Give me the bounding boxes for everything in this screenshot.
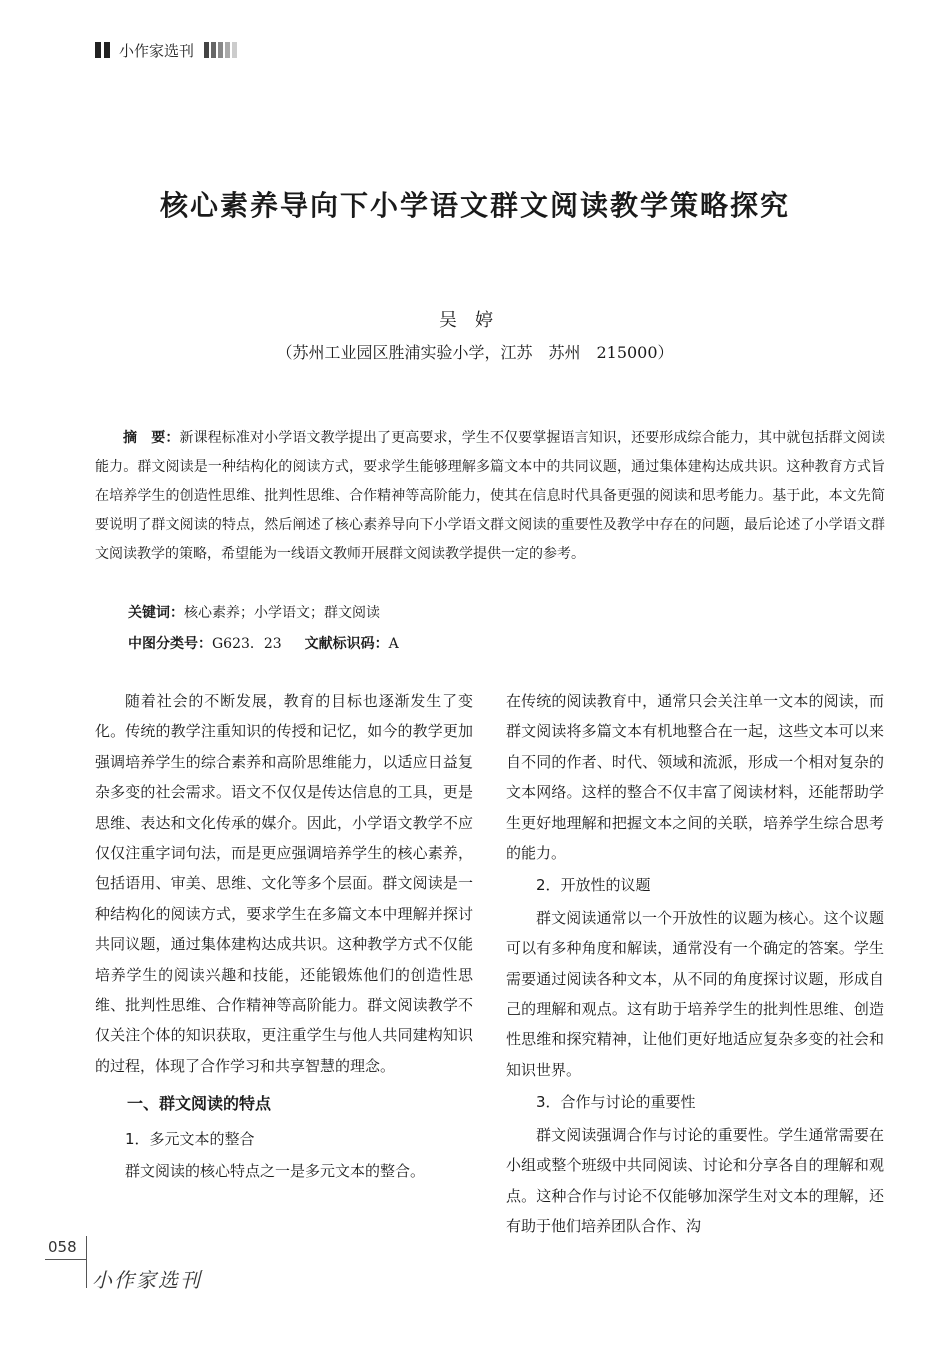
- abstract-label: 摘 要：: [123, 430, 180, 446]
- subsection-2-paragraph: 群文阅读通常以一个开放性的议题为核心。这个议题可以有多种角度和解读，通常没有一个确定的答案。学生需要通过阅读各种文本，从不同的角度探讨议题，形成自己的理解和观点。这有助于培养学生的批判性思维、创造性思维和探究精神，让他们更好地适应复杂多变的社会和知识世界。: [506, 908, 884, 1079]
- doc-code: A: [388, 636, 399, 652]
- section-heading-1: 一、群文阅读的特点: [127, 1094, 272, 1114]
- clc-label: 中图分类号：: [128, 636, 212, 652]
- keywords-label: 关键词：: [128, 605, 184, 621]
- subsection-3-paragraph: 群文阅读强调合作与讨论的重要性。学生通常需要在小组或整个班级中共同阅读、讨论和分享各自的理解和观点。这种合作与讨论不仅能够加深学生对文本的理解，还有助于他们培养团队合作、沟: [506, 1125, 884, 1235]
- subsection-heading-1: 1．多元文本的整合: [125, 1129, 255, 1148]
- author-affiliation: （苏州工业园区胜浦实验小学，江苏 苏州 215000）: [276, 343, 674, 362]
- footer-rule-vertical: [86, 1236, 87, 1288]
- footer-rule-horizontal: [45, 1259, 87, 1260]
- journal-name: 小作家选刊: [119, 41, 195, 60]
- doc-code-label: 文献标识码：: [304, 636, 389, 652]
- header-bars-left: [95, 42, 113, 58]
- intro-paragraph: 随着社会的不断发展，教育的目标也逐渐发生了变化。传统的教学注重知识的传授和记忆，如今的教学更加强调培养学生的综合素养和高阶思维能力，以适应日益复杂多变的社会需求。语文不仅仅是传达信息的工具，更是思维、表达和文化传承的媒介。因此，小学语文教学不应仅仅注重字词句法，而是更应强调培养学生的核心素养，包括语用、审美、思维、文化等多个层面。群文阅读是一种结构化的阅读方式，要求学生在多篇文本中理解并探讨共同议题，通过集体建构达成共识。这种教学方式不仅能培养学生的阅读兴趣和技能，还能锻炼他们的创造性思维、批判性思维、合作精神等高阶能力。群文阅读教学不仅关注个体的知识获取，更注重学生与他人共同建构知识的过程，体现了合作学习和共享智慧的理念。: [95, 692, 473, 1075]
- header-bars-right: [204, 42, 239, 58]
- footer-logo: 小作家选刊: [92, 1268, 202, 1292]
- abstract-text: 新课程标准对小学语文教学提出了更高要求，学生不仅要掌握语言知识，还要形成综合能力，其中就包括群文阅读能力。群文阅读是一种结构化的阅读方式，要求学生能够理解多篇文本中的共同议题，通过集体建构达成共识。这种教育方式旨在培养学生的创造性思维、批判性思维、合作精神等高阶能力，使其在信息时代具备更强的阅读和思考能力。基于此，本文先简要说明了群文阅读的特点，然后阐述了核心素养导向下小学语文群文阅读的重要性及教学中存在的问题，最后论述了小学语文群文阅读教学的策略，希望能为一线语文教师开展群文阅读教学提供一定的参考。: [95, 430, 885, 562]
- abstract: [95, 424, 885, 569]
- author-name: 吴婷: [439, 310, 511, 331]
- paper-title: 核心素养导向下小学语文群文阅读教学策略探究: [159, 189, 790, 222]
- classification-line: [128, 633, 399, 653]
- subsection-heading-3: 3．合作与讨论的重要性: [536, 1093, 696, 1112]
- keywords-text: 核心素养；小学语文；群文阅读: [184, 605, 380, 621]
- keywords-line: [128, 602, 380, 622]
- subsection-1-paragraph-cont: 在传统的阅读教育中，通常只会关注单一文本的阅读，而群文阅读将多篇文本有机地整合在一起，这些文本可以来自不同的作者、时代、领域和流派，形成一个相对复杂的文本网络。这样的整合不仅丰富了阅读材料，还能帮助学生更好地理解和把握文本之间的关联，培养学生综合思考的能力。: [506, 692, 884, 863]
- subsection-1-paragraph-start: 群文阅读的核心特点之一是多元文本的整合。: [125, 1162, 426, 1181]
- body-column-left: [95, 686, 473, 1187]
- running-header: [95, 38, 239, 62]
- subsection-heading-2: 2．开放性的议题: [536, 876, 651, 895]
- page-number: 058: [48, 1238, 77, 1256]
- clc-code: G623．23: [212, 636, 282, 652]
- body-column-right: [506, 686, 884, 1241]
